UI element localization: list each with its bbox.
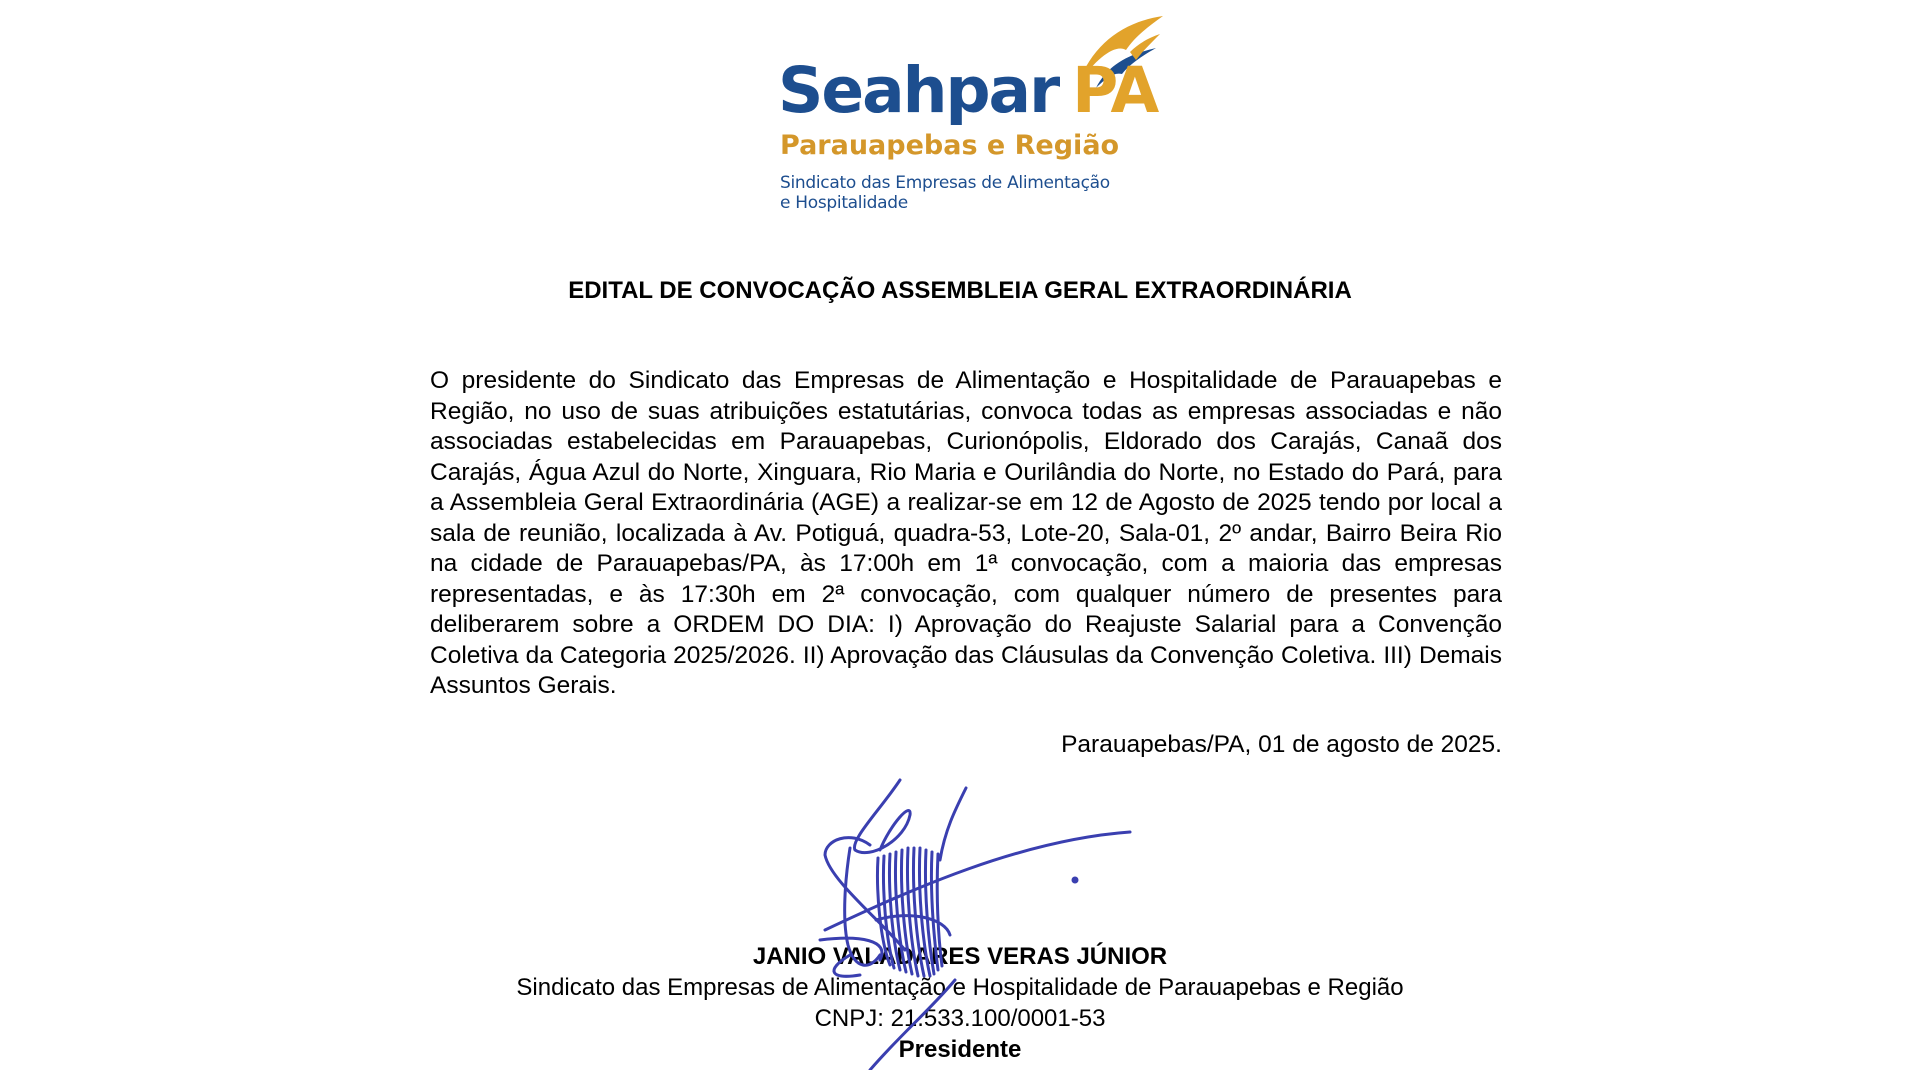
signer-name: JANIO VALADARES VERAS JÚNIOR — [752, 943, 1168, 970]
signature-block — [0, 941, 1920, 1065]
logo-name-main: Seahpar — [778, 54, 1059, 127]
document-body: O presidente do Sindicato das Empresas de Alimentação e Hospitalidade de Parauapebas e Região, no uso de suas atribuições estatutárias, convoca todas as empresas associadas e não associadas estabelecidas em Parauapebas, Curionópolis, Eldorado dos Carajás, Canaã dos Carajás, Água Azul do Norte, Xinguara, Rio Maria e Ourilândia do Norte, no Estado do Pará, para a Assembleia Geral Extraordinária (AGE) a realizar-se em 12 de Agosto de 2025 tendo por local a sala de reunião, localizada à Av. Potiguá, quadra-53, Lote-20, Sala-01, 2º andar, Bairro Beira Rio na cidade de Parauapebas/PA, às 17:00h em 1ª convocação, com a maioria das empresas representadas, e às 17:30h em 2ª convocação, com qualquer número de presentes para deliberarem sobre a ORDEM DO DIA: I) Aprovação do Reajuste Salarial para a Convenção Coletiva da Categoria 2025/2026. II) Aprovação das Cláusulas da Convenção Coletiva. III) Demais Assuntos Gerais. — [430, 367, 1502, 699]
logo-description — [780, 173, 1160, 213]
signer-role: Presidente — [898, 1036, 1022, 1063]
logo-description-line1: Sindicato das Empresas de Alimentação — [780, 173, 1110, 193]
logo-name-suffix: PA — [1072, 54, 1158, 127]
document-title: EDITAL DE CONVOCAÇÃO ASSEMBLEIA GERAL EXTRAORDINÁRIA — [568, 277, 1352, 304]
signer-organization: Sindicato das Empresas de Alimentação e Hospitalidade de Parauapebas e Região — [516, 974, 1404, 1001]
organization-logo — [778, 14, 1158, 219]
logo-wordmark — [778, 54, 1158, 127]
logo-description-line2: e Hospitalidade — [780, 193, 908, 213]
logo-region: Parauapebas e Região — [780, 130, 1120, 161]
date-line: Parauapebas/PA, 01 de agosto de 2025. — [1061, 731, 1502, 758]
signer-cnpj: CNPJ: 21.533.100/0001-53 — [814, 1005, 1106, 1032]
